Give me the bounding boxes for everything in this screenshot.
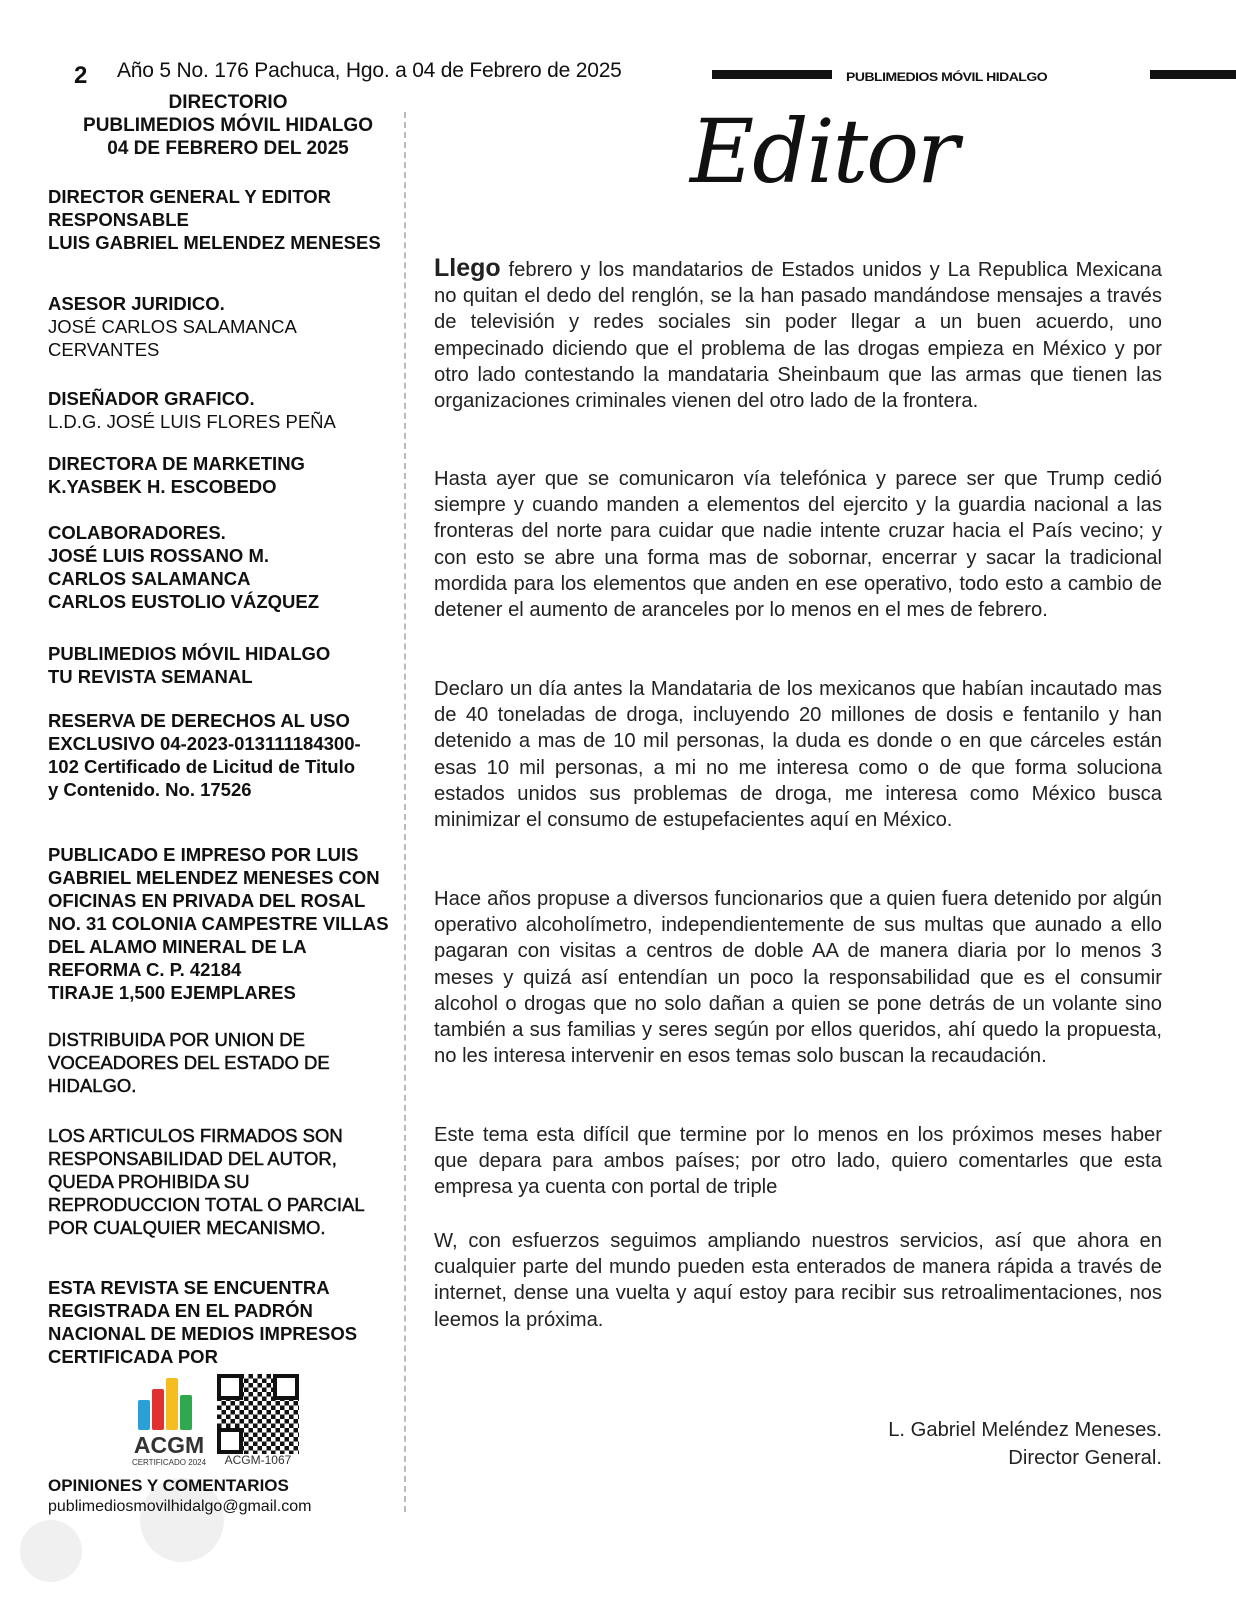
role: DIRECTORA DE MARKETING (48, 453, 305, 474)
directory-heading (48, 91, 408, 160)
names: L.D.G. JOSÉ LUIS FLORES PEÑA (48, 411, 336, 432)
article-paragraph (434, 676, 1162, 833)
paragraph-text: Declaro un día antes la Mandataria de los mexicanos que habían incautado mas de 40 toneladas de droga, incluyendo 20 millones de dosis e fentanilo y han detenido a mas de 10 mil personas, la duda es donde o en que cárceles están esas 10 mil personas, a mi no me interesa como o de que forma soluciona estados unidos sus problemas de droga, me interesa como México busca minimizar el consumo de estupefacientes aquí en México. (434, 678, 1162, 832)
article-title: Editor (690, 100, 958, 203)
acgm-sub: CERTIFICADO 2024 (131, 1458, 207, 1467)
directory-date: 04 DE FEBRERO DEL 2025 (107, 138, 349, 159)
role: PUBLIMEDIOS MÓVIL HIDALGO TU REVISTA SEMANAL (48, 643, 331, 687)
names: JOSÉ CARLOS SALAMANCA CERVANTES (48, 316, 296, 360)
names: JOSÉ LUIS ROSSANO M. CARLOS SALAMANCA CARLOS EUSTOLIO VÁZQUEZ (48, 545, 320, 612)
paragraph-text: Hace años propuse a diversos funcionarios que a quien fuera detenido por algún operativo alcoholímetro, independientemente de sus multas que aunado a ello pagaran con visitas a centros de doble AA de manera diaria por lo menos 3 meses y quizá así entendían un poco la responsabilidad que es el consumir alcohol o drogas que no solo dañan a quien se pone detrás de un volante sino también a sus familias y seres según por ellos queridos, ahí quedo la propuesta, no les interesa intervenir en esos temas solo buscan la recaudación. (434, 888, 1162, 1068)
contact-title: OPINIONES Y COMENTARIOS (48, 1476, 289, 1495)
print-run: TIRAJE 1,500 EJEMPLARES (48, 982, 296, 1003)
article-paragraph (434, 1122, 1162, 1201)
qr-label: ACGM-1067 (224, 1453, 292, 1467)
signature-title: Director General. (1008, 1447, 1162, 1469)
decorative-circle (20, 1520, 82, 1582)
paragraph-text: W, con esfuerzos seguimos ampliando nuestros servicios, así que ahora en cualquier parte del mundo pueden esta enterados de manera rápida a través de internet, dense una vuelta y aquí estoy para recibir sus retroalimentaciones, nos leemos la próxima. (434, 1230, 1162, 1331)
directory-block (48, 521, 393, 613)
header-rule (712, 70, 832, 79)
role: ASESOR JURIDICO. (48, 293, 225, 314)
acgm-text: ACGM (133, 1432, 205, 1458)
role: PUBLICADO E IMPRESO POR LUIS GABRIEL MELENDEZ MENESES CON OFICINAS EN PRIVADA DEL ROSAL NO. 31 COLONIA CAMPESTRE VILLAS DEL ALAMO MINERAL DE LA REFORMA C. P. 42184 (48, 844, 389, 980)
signature-name: L. Gabriel Meléndez Meneses. (888, 1419, 1162, 1441)
paragraph-text: Este tema esta difícil que termine por lo menos en los próximos meses haber que depara para ambos países; por otro lado, quiero comentarles que esta empresa ya cuenta con portal de triple (434, 1124, 1162, 1199)
bar (152, 1389, 164, 1430)
role: LOS ARTICULOS FIRMADOS SON RESPONSABILIDAD DEL AUTOR, QUEDA PROHIBIDA SU REPRODUCCION TOTAL O PARCIAL POR CUALQUIER MECANISMO. (48, 1125, 364, 1238)
role: DISTRIBUIDA POR UNION DE VOCEADORES DEL ESTADO DE HIDALGO. (48, 1029, 330, 1096)
role: COLABORADORES. (48, 522, 226, 543)
directory-block (48, 1276, 388, 1368)
issue-line: Año 5 No. 176 Pachuca, Hgo. a 04 de Febrero de 2025 (117, 59, 622, 82)
header-rule (1150, 70, 1236, 79)
paragraph-text: febrero y los mandatarios de Estados unidos y La Republica Mexicana no quitan el dedo del renglón, se la han pasado mandándose mensajes a través de televisión y redes sociales sin poder llegar a un buen acuerdo, uno empecinado diciendo que el problema de las drogas empieza en México y por otro lado contestando la mandataria Sheinbaum que las armas que tienen las organizaciones criminales vienen del otro lado de la frontera. (434, 259, 1162, 413)
directory-block (48, 292, 393, 361)
column-divider (404, 112, 406, 1512)
paragraph-text: Hasta ayer que se comunicaron vía telefónica y parece ser que Trump cedió siempre y cuando manden a elementos del ejercito y la guardia nacional a las fronteras del norte para cuidar que nadie intente cruzar hacia el País vecino; y con esto se abre una forma mas de sobornar, encerrar y sacar la tradicional mordida para los elementos que anden en ese operativo, todo esto a cambio de detener el aumento de aranceles por lo menos en el mes de febrero. (434, 468, 1162, 622)
acgm-bars-icon (138, 1378, 198, 1430)
directory-block (48, 709, 368, 801)
directory-publisher: PUBLIMEDIOS MÓVIL HIDALGO (83, 115, 373, 136)
names: K.YASBEK H. ESCOBEDO (48, 476, 277, 497)
directory-block (48, 843, 393, 1004)
directory-block (48, 452, 393, 498)
contact-email[interactable]: publimediosmovilhidalgo@gmail.com (48, 1498, 312, 1515)
article-paragraph (434, 255, 1162, 414)
article-paragraph (434, 886, 1162, 1069)
role: ESTA REVISTA SE ENCUENTRA REGISTRADA EN EL PADRÓN NACIONAL DE MEDIOS IMPRESOS CERTIFICADA POR (48, 1277, 358, 1367)
directory-block (48, 1028, 363, 1097)
role: RESERVA DE DERECHOS AL USO EXCLUSIVO 04-2023-013111184300-102 Certificado de Licitud de Titulo y Contenido. No. 17526 (48, 710, 361, 800)
acgm-logo (125, 1378, 213, 1468)
directory-block (48, 185, 393, 254)
role: DIRECTOR GENERAL Y EDITOR RESPONSABLE (48, 186, 332, 230)
header-brand: PUBLIMEDIOS MÓVIL HIDALGO (846, 70, 1048, 84)
names: LUIS GABRIEL MELENDEZ MENESES (48, 232, 381, 253)
directory-block (48, 1124, 378, 1239)
directory-block (48, 387, 393, 433)
qr-code-icon (217, 1374, 299, 1454)
article-paragraph (434, 1228, 1162, 1333)
page-number: 2 (74, 62, 88, 89)
directory-title: DIRECTORIO (168, 92, 288, 113)
directory-block (48, 642, 348, 688)
bar (166, 1378, 178, 1430)
bar (180, 1395, 192, 1430)
role: DISEÑADOR GRAFICO. (48, 388, 255, 409)
lead-word: Llego (434, 254, 501, 282)
article-paragraph (434, 466, 1162, 623)
bar (138, 1400, 150, 1430)
signature (888, 1416, 1162, 1472)
